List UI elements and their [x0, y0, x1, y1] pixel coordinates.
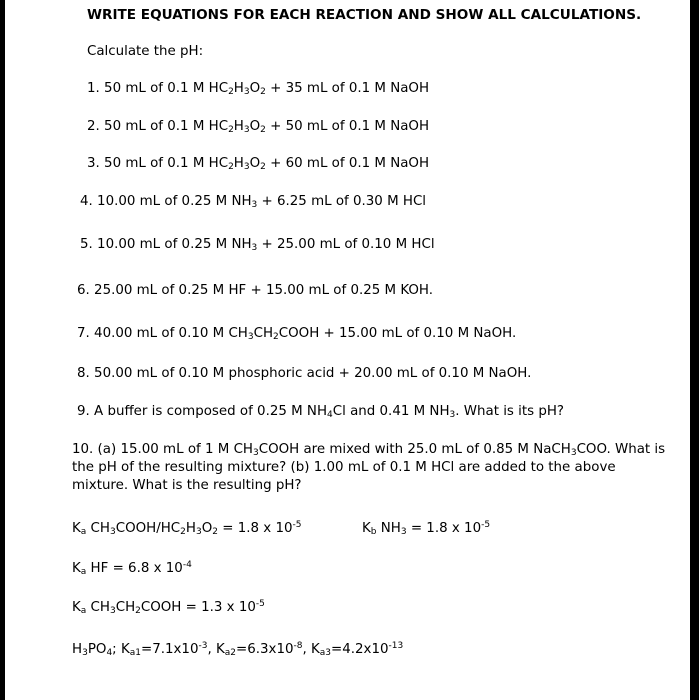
- kb-ammonia: $K_b$ $NH_3 = 1.8$ x $10^{-5}$: [362, 520, 491, 537]
- problem-4: 4. 10.00 mL of 0.25 M $NH_3 + 6.25$ mL of 0.30 M HCl: [80, 194, 427, 210]
- ka-propionic-acid: $K_a$ $CH_3CH_2COOH = 1.3$ x $10^{-5}$: [72, 599, 265, 616]
- problem-7: 7. 40.00 mL of 0.10 M $CH_3CH_2COOH + 15.00$ mL of 0.10 M NaOH.: [77, 326, 517, 342]
- intro-label: Calculate the pH:: [87, 44, 204, 59]
- problem-6: 6. 25.00 mL of 0.25 M HF + 15.00 mL of 0.25 M KOH.: [77, 283, 434, 298]
- left-border: [0, 0, 5, 700]
- problem-1: 1. 50 mL of 0.1 M $HC_2H_3O_2 + 35$ mL of 0.1 M NaOH: [87, 81, 430, 97]
- problem-2: 2. 50 mL of 0.1 M $HC_2H_3O_2 + 50$ mL of 0.1 M NaOH: [87, 119, 430, 135]
- right-border: [690, 0, 699, 700]
- page-title: WRITE EQUATIONS FOR EACH REACTION AND SHOW ALL CALCULATIONS.: [87, 7, 642, 23]
- problem-10: 10. (a) 15.00 mL of 1 M $CH_3COOH$ are mixed with 25.0 mL of 0.85 M NaCH$_3$COO. What is the pH of the resulting mixture? (b) 1.00 mL of 0.1 M HCl are added to the above mixture. What is the resulting pH?: [72, 442, 666, 493]
- ka-hf: $K_a$ HF = 6.8 x $10^{-4}$: [72, 560, 192, 577]
- ka-acetic-acid: $K_a$ $CH_3COOH/HC_2H_3O_2 = 1.8$ x $10^{-5}$: [72, 520, 302, 537]
- phosphoric-acid-constants: $H_3PO_4$; $K_{a1}=7.1x10^{-3}$, $K_{a2}=6.3x10^{-8}$, $K_{a3}=4.2x10^{-13}$: [72, 641, 404, 658]
- problem-8: 8. 50.00 mL of 0.10 M phosphoric acid + 20.00 mL of 0.10 M NaOH.: [77, 366, 532, 381]
- problem-3: 3. 50 mL of 0.1 M $HC_2H_3O_2 + 60$ mL of 0.1 M NaOH: [87, 156, 430, 172]
- problem-5: 5. 10.00 mL of 0.25 M $NH_3 + 25.00$ mL of 0.10 M HCl: [80, 237, 435, 253]
- problem-9: 9. A buffer is composed of 0.25 M $NH_4Cl$ and 0.41 M $NH_3$. What is its pH?: [77, 404, 565, 420]
